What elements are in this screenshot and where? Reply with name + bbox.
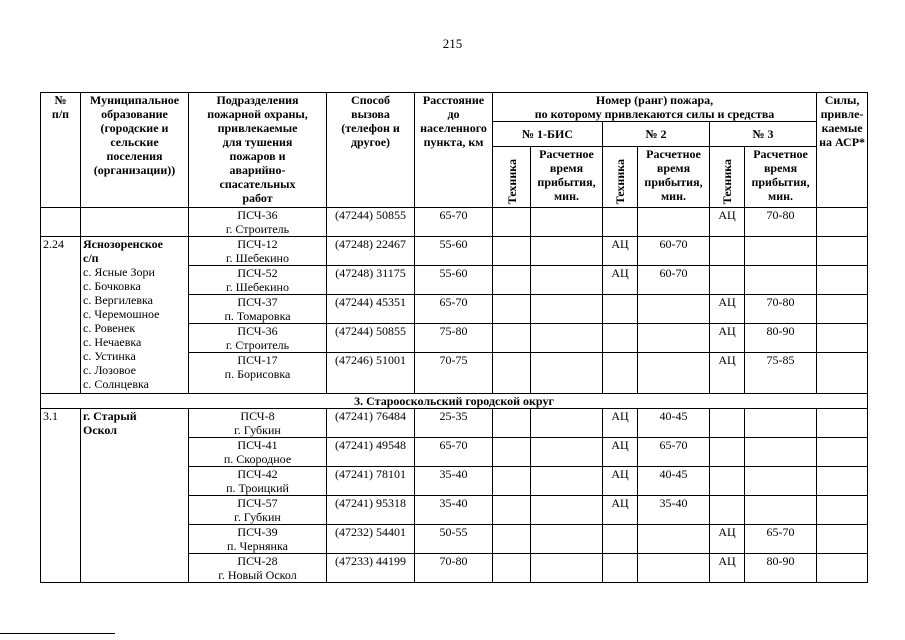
row-tech-3: АЦ [710, 295, 745, 324]
header-units: Подразделения пожарной охраны, привлекаемые для тушения пожаров и аварийно- спасательных работ [189, 93, 327, 208]
row-tech-2: АЦ [603, 266, 638, 295]
row-tech-3: АЦ [710, 525, 745, 554]
row-tech-1 [493, 467, 531, 496]
village: с. Ясные Зори [83, 265, 155, 279]
row-time-2: 60-70 [638, 266, 710, 295]
village: с. Черемошное [83, 307, 160, 321]
row-time-2 [638, 324, 710, 353]
row-tech-3: АЦ [710, 208, 745, 237]
village: с. Лозовое [83, 363, 136, 377]
row-phone: (47241) 95318 [327, 496, 415, 525]
row-tech-2 [603, 353, 638, 394]
row-unit: ПСЧ-28 г. Новый Оскол [189, 554, 327, 583]
row-unit: ПСЧ-12 г. Шебекино [189, 237, 327, 266]
row-unit: ПСЧ-57 г. Губкин [189, 496, 327, 525]
row-time-2 [638, 525, 710, 554]
header-time-1: Расчетное время прибытия, мин. [531, 147, 603, 208]
header-distance: Расстояние до населенного пункта, км [415, 93, 493, 208]
row-distance: 50-55 [415, 525, 493, 554]
header-rank-1bis: № 1-БИС [493, 122, 603, 147]
row-unit: ПСЧ-36 г. Строитель [189, 324, 327, 353]
row-unit: ПСЧ-42 п. Троицкий [189, 467, 327, 496]
row-time-1 [531, 438, 603, 467]
row-distance: 70-80 [415, 554, 493, 583]
row-phone: (47241) 78101 [327, 467, 415, 496]
row-tech-2 [603, 554, 638, 583]
row-distance: 65-70 [415, 208, 493, 237]
row-time-3: 80-90 [745, 324, 817, 353]
row-time-1 [531, 496, 603, 525]
row-time-3 [745, 438, 817, 467]
row-asr [817, 353, 868, 394]
row-asr [817, 324, 868, 353]
row-num: 2.24 [41, 237, 81, 394]
row-tech-3 [710, 496, 745, 525]
row-tech-3: АЦ [710, 353, 745, 394]
village: с. Нечаевка [83, 335, 142, 349]
row-tech-2: АЦ [603, 237, 638, 266]
row-tech-2 [603, 324, 638, 353]
row-time-3 [745, 467, 817, 496]
row-unit: ПСЧ-39 п. Чернянка [189, 525, 327, 554]
village: с. Устинка [83, 349, 136, 363]
row-tech-2 [603, 208, 638, 237]
header-rank-group: Номер (ранг) пожара, по которому привлекаются силы и средства [493, 93, 817, 122]
row-time-1 [531, 266, 603, 295]
row-asr [817, 295, 868, 324]
row-tech-3 [710, 409, 745, 438]
row-tech-1 [493, 266, 531, 295]
row-time-1 [531, 237, 603, 266]
header-num: № п/п [41, 93, 81, 208]
row-tech-1 [493, 237, 531, 266]
row-tech-2: АЦ [603, 438, 638, 467]
row-distance: 35-40 [415, 496, 493, 525]
row-asr [817, 237, 868, 266]
row-distance: 65-70 [415, 295, 493, 324]
row-unit: ПСЧ-41 п. Скородное [189, 438, 327, 467]
row-tech-2 [603, 525, 638, 554]
row-phone: (47248) 31175 [327, 266, 415, 295]
row-tech-1 [493, 525, 531, 554]
row-time-3: 70-80 [745, 208, 817, 237]
row-phone: (47241) 76484 [327, 409, 415, 438]
row-tech-1 [493, 324, 531, 353]
row-time-3 [745, 409, 817, 438]
header-tech-3: Техника [710, 147, 745, 208]
row-time-1 [531, 554, 603, 583]
row-phone: (47244) 45351 [327, 295, 415, 324]
row-asr [817, 496, 868, 525]
row-time-2 [638, 208, 710, 237]
header-rank-3: № 3 [710, 122, 817, 147]
row-distance: 65-70 [415, 438, 493, 467]
row-time-2 [638, 353, 710, 394]
row-tech-1 [493, 353, 531, 394]
row-phone: (47241) 49548 [327, 438, 415, 467]
row-time-1 [531, 324, 603, 353]
row-num: 3.1 [41, 409, 81, 583]
row-distance: 75-80 [415, 324, 493, 353]
row-time-3: 70-80 [745, 295, 817, 324]
header-municipality: Муниципальное образование (городские и сельские поселения (организации)) [81, 93, 189, 208]
table-row [41, 237, 868, 266]
row-time-2 [638, 554, 710, 583]
header-time-3: Расчетное время прибытия, мин. [745, 147, 817, 208]
row-distance: 55-60 [415, 237, 493, 266]
row-time-2: 65-70 [638, 438, 710, 467]
village: с. Бочковка [83, 279, 141, 293]
row-municipality: Яснозоренское с/п с. Ясные Зори с. Бочковка с. Вергилевка с. Черемошное с. Ровенек с. Нечаевка с. Устинка с. Лозовое с. Солнцевка [81, 237, 189, 394]
row-phone: (47246) 51001 [327, 353, 415, 394]
row-tech-3 [710, 467, 745, 496]
section-title: 3. Старооскольский городской округ [41, 394, 868, 409]
row-distance: 55-60 [415, 266, 493, 295]
table-row [41, 409, 868, 438]
row-phone: (47244) 50855 [327, 208, 415, 237]
header-tech-2: Техника [603, 147, 638, 208]
row-asr [817, 554, 868, 583]
row-time-2: 40-45 [638, 467, 710, 496]
row-phone: (47232) 54401 [327, 525, 415, 554]
row-tech-3 [710, 438, 745, 467]
village: с. Солнцевка [83, 377, 149, 391]
row-time-1 [531, 295, 603, 324]
row-distance: 25-35 [415, 409, 493, 438]
row-time-3: 75-85 [745, 353, 817, 394]
row-tech-1 [493, 409, 531, 438]
row-time-3 [745, 496, 817, 525]
row-time-3 [745, 237, 817, 266]
row-time-1 [531, 525, 603, 554]
row-tech-2 [603, 295, 638, 324]
row-time-2: 40-45 [638, 409, 710, 438]
fire-forces-table [40, 92, 868, 583]
row-tech-3: АЦ [710, 554, 745, 583]
row-asr [817, 467, 868, 496]
row-time-3 [745, 266, 817, 295]
row-tech-1 [493, 554, 531, 583]
village: с. Вергилевка [83, 293, 153, 307]
row-time-1 [531, 208, 603, 237]
row-unit: ПСЧ-36 г. Строитель [189, 208, 327, 237]
row-asr [817, 525, 868, 554]
row-num [41, 208, 81, 237]
section-row [41, 394, 868, 409]
village: с. Ровенек [83, 321, 136, 335]
row-unit: ПСЧ-37 п. Томаровка [189, 295, 327, 324]
header-time-2: Расчетное время прибытия, мин. [638, 147, 710, 208]
row-asr [817, 438, 868, 467]
row-tech-3 [710, 266, 745, 295]
row-time-3: 80-90 [745, 554, 817, 583]
header-call-method: Способ вызова (телефон и другое) [327, 93, 415, 208]
row-tech-3 [710, 237, 745, 266]
row-unit: ПСЧ-52 г. Шебекино [189, 266, 327, 295]
row-tech-1 [493, 496, 531, 525]
row-asr [817, 266, 868, 295]
row-municipality [81, 208, 189, 237]
row-tech-2: АЦ [603, 409, 638, 438]
row-asr [817, 208, 868, 237]
row-time-3: 65-70 [745, 525, 817, 554]
row-time-2: 35-40 [638, 496, 710, 525]
row-time-1 [531, 409, 603, 438]
row-time-2: 60-70 [638, 237, 710, 266]
header-tech-1: Техника [493, 147, 531, 208]
footnote-rule [0, 633, 115, 634]
row-municipality: г. Старый Оскол [81, 409, 189, 583]
row-unit: ПСЧ-17 п. Борисовка [189, 353, 327, 394]
header-rank-2: № 2 [603, 122, 710, 147]
row-tech-1 [493, 295, 531, 324]
row-time-1 [531, 467, 603, 496]
row-tech-2: АЦ [603, 467, 638, 496]
row-phone: (47244) 50855 [327, 324, 415, 353]
header-asr: Силы, привле- каемые на АСР* [817, 93, 868, 208]
row-tech-1 [493, 438, 531, 467]
table-row [41, 208, 868, 237]
row-distance: 70-75 [415, 353, 493, 394]
row-distance: 35-40 [415, 467, 493, 496]
row-phone: (47248) 22467 [327, 237, 415, 266]
page-number: 215 [442, 36, 463, 51]
row-tech-3: АЦ [710, 324, 745, 353]
row-unit: ПСЧ-8 г. Губкин [189, 409, 327, 438]
row-tech-1 [493, 208, 531, 237]
row-phone: (47233) 44199 [327, 554, 415, 583]
row-asr [817, 409, 868, 438]
row-time-2 [638, 295, 710, 324]
row-tech-2: АЦ [603, 496, 638, 525]
row-time-1 [531, 353, 603, 394]
